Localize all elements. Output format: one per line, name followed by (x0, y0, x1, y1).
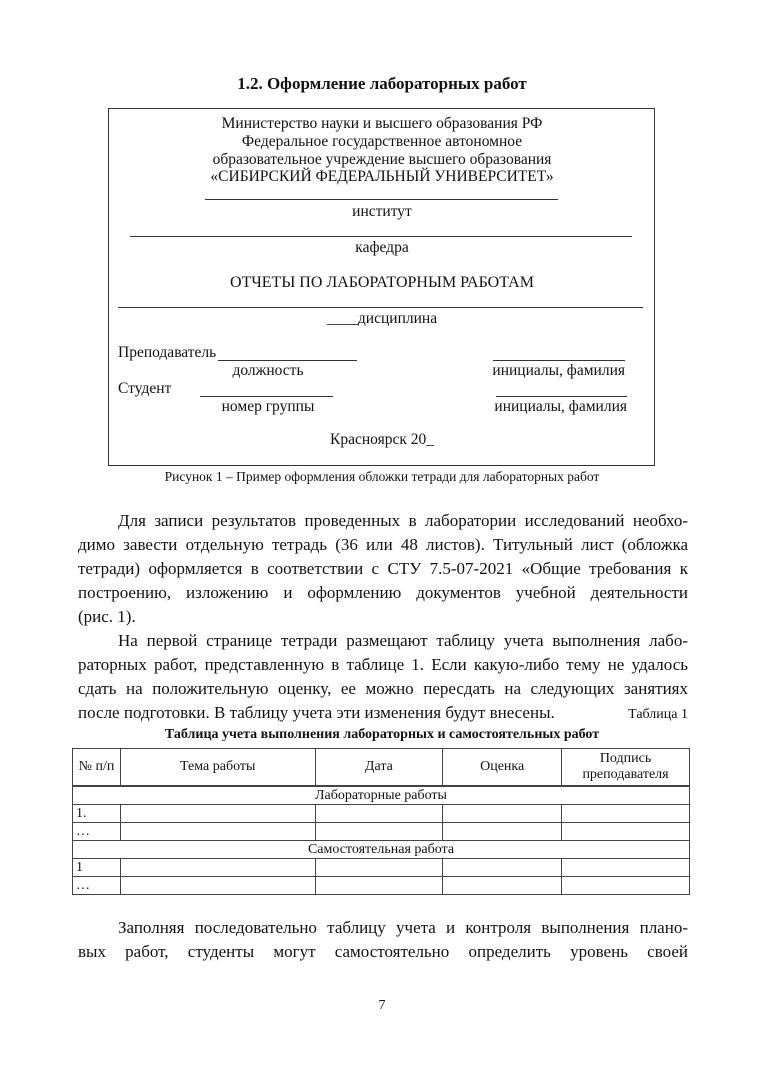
discipline-blank (118, 307, 643, 308)
table-title: Таблица учета выполнения лабораторных и самостоятельных работ (164, 727, 600, 742)
header-topic: Тема работы (120, 749, 315, 787)
institute-blank (205, 199, 558, 200)
table-row (73, 823, 690, 841)
text-line: раторных работ, представленную в таблице 1. Если какую-либо тему не удалось (78, 655, 688, 674)
section-label: Лабораторные работы (73, 786, 690, 805)
teacher-name-blank (493, 360, 625, 361)
city-year: Красноярск 20_ (329, 431, 435, 448)
table-row (73, 805, 690, 823)
institution-line: образовательное учреждение высшего образования (212, 151, 552, 168)
table-header-row (73, 749, 690, 787)
section-row (73, 786, 690, 805)
teacher-position-blank (218, 360, 357, 361)
row-number: … (73, 877, 121, 895)
text-line: Для записи результатов проведенных в лаборатории исследований необхо- (118, 511, 688, 530)
position-label: должность (232, 362, 304, 379)
row-number: 1 (73, 859, 121, 877)
group-label: номер группы (221, 398, 315, 415)
section-title: 1.2. Оформление лабораторных работ (237, 74, 527, 93)
header-signature: Подпись преподавателя (562, 749, 690, 787)
text-line: вых работ, студенты могут самостоятельно определить уровень своей (78, 942, 688, 961)
table-row (73, 877, 690, 895)
discipline-label: ____дисциплина (326, 310, 438, 327)
paragraph-3 (78, 916, 688, 964)
student-label: Студент (118, 380, 172, 397)
page-number: 7 (378, 998, 386, 1013)
text-line: (рис. 1). (78, 607, 136, 626)
row-number: 1. (73, 805, 121, 823)
header-date: Дата (315, 749, 443, 787)
section-row (73, 841, 690, 859)
header-grade: Оценка (443, 749, 562, 787)
department-blank (130, 236, 632, 237)
header-number: № п/п (73, 749, 121, 787)
table-label: Таблица 1 (628, 707, 688, 722)
lab-tracking-table (72, 748, 690, 895)
department-label: кафедра (355, 239, 409, 256)
text-line: тетради) оформляется в соответствии с СТУ 7.5-07-2021 «Общие требования к (78, 559, 688, 578)
paragraph-1 (78, 509, 688, 725)
initials-label: инициалы, фамилия (492, 362, 625, 379)
text-line: Заполняя последовательно таблицу учета и контроля выполнения плано- (118, 918, 688, 937)
university-name: «СИБИРСКИЙ ФЕДЕРАЛЬНЫЙ УНИВЕРСИТЕТ» (210, 168, 554, 185)
student-group-blank (200, 396, 333, 397)
teacher-label: Преподаватель (118, 344, 217, 361)
institute-label: институт (352, 203, 412, 220)
table-row (73, 859, 690, 877)
report-title: ОТЧЕТЫ ПО ЛАБОРАТОРНЫМ РАБОТАМ (230, 274, 534, 291)
initials-label: инициалы, фамилия (494, 398, 627, 415)
federal-line: Федеральное государственное автономное (241, 133, 523, 150)
row-number: … (73, 823, 121, 841)
text-line: построению, изложению и оформлению документов учебной деятельности (78, 583, 688, 602)
text-line: На первой странице тетради размещают таблицу учета выполнения лабо- (118, 631, 688, 650)
text-line: сдать на положительную оценку, ее можно пересдать на следующих занятиях (78, 679, 688, 698)
ministry-line: Министерство науки и высшего образования РФ (221, 115, 543, 132)
figure-caption: Рисунок 1 – Пример оформления обложки тетради для лабораторных работ (164, 469, 600, 484)
student-name-blank (496, 396, 627, 397)
text-line: димо завести отдельную тетрадь (36 или 48 листов). Титульный лист (обложка (78, 535, 688, 554)
section-label: Самостоятельная работа (73, 841, 690, 859)
text-line: после подготовки. В таблицу учета эти изменения будут внесены. (78, 703, 555, 722)
